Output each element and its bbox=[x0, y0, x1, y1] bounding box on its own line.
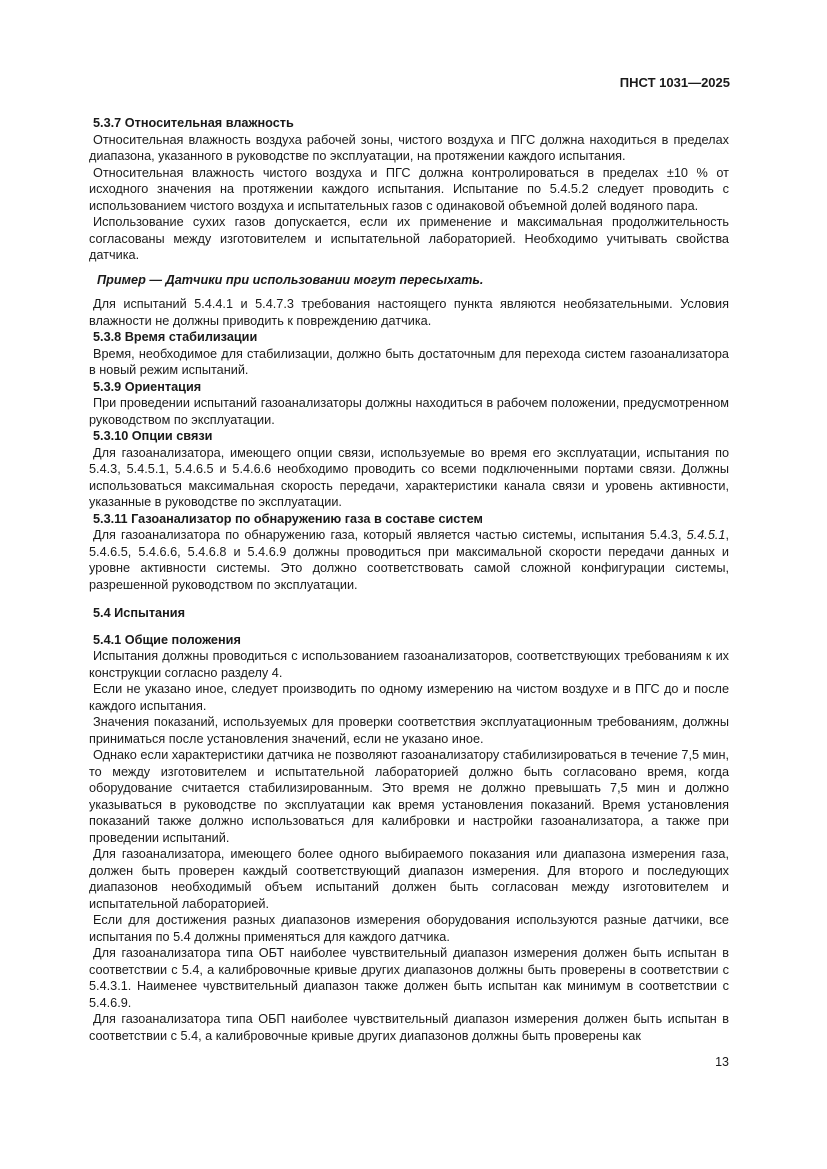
paragraph: Испытания должны проводиться с использованием газоанализаторов, соответствующих требованиям к их конструкции согласно разделу 4. bbox=[89, 649, 729, 680]
paragraph: Если не указано иное, следует производить по одному измерению на чистом воздухе и в ПГС до и после каждого испытания. bbox=[89, 682, 729, 713]
heading-5-3-11: 5.3.11 Газоанализатор по обнаружению газа в составе систем bbox=[93, 511, 483, 526]
heading-5-4: 5.4 Испытания bbox=[93, 606, 185, 620]
paragraph-text: Для газоанализатора по обнаружению газа, который является частью системы, испытания 5.4.3, bbox=[93, 528, 687, 542]
paragraph: Однако если характеристики датчика не позволяют газоанализатору стабилизироваться в течение 7,5 мин, то между изготовителем и испытательной лабораторией должно быть согласовано время, когда оборудование считается стабилизированным. Это время не должно превышать 7,5 мин и должно указываться в руководстве по эксплуатации как время установления показаний. Время установления показаний также должно использоваться для калибровки и настройки газоанализатора, а также при проведении испытаний. bbox=[89, 748, 729, 845]
paragraph: При проведении испытаний газоанализаторы должны находиться в рабочем положении, предусмотренном руководством по эксплуатации. bbox=[89, 396, 729, 427]
heading-5-3-7: 5.3.7 Относительная влажность bbox=[93, 116, 294, 130]
paragraph: Использование сухих газов допускается, если их применение и максимальная продолжительность согласованы между изготовителем и испытательной лабораторией. Необходимо учитывать свойства датчика. bbox=[89, 215, 729, 262]
paragraph: Для газоанализатора, имеющего более одного выбираемого показания или диапазона измерения газа, должен быть проверен каждый соответствующий диапазон измерения. Для второго и последующих диапазонов необходимый объем испытаний должен быть согласован между изготовителем и испытательной лабораторией. bbox=[89, 847, 729, 911]
heading-5-3-9: 5.3.9 Ориентация bbox=[93, 379, 202, 394]
heading-5-3-8: 5.3.8 Время стабилизации bbox=[93, 330, 258, 344]
paragraph: Значения показаний, используемых для проверки соответствия эксплуатационным требованиям, должны приниматься после установления значений, если не указано иное. bbox=[89, 715, 729, 746]
document-code: ПНСТ 1031—2025 bbox=[619, 75, 730, 90]
document-body bbox=[89, 115, 729, 1044]
paragraph-text: , 5.4.6.5, 5.4.6.6, 5.4.6.8 и 5.4.6.9 должны проводиться при максимальной скорости передачи данных и уровне активности системы. Это должно соответствовать самой сложной конфигурации системы, разрешенной руководством по эксплуатации. bbox=[89, 528, 729, 592]
paragraph: Относительная влажность чистого воздуха и ПГС должна контролироваться в пределах ±10 % от исходного значения на протяжении каждого испытания. Испытание по 5.4.5.2 следует проводить с использованием чистого воздуха и испытательных газов с одинаковой объемной долей водяного пара. bbox=[89, 165, 729, 213]
paragraph bbox=[89, 527, 729, 593]
paragraph: Для газоанализатора типа ОБТ наиболее чувствительный диапазон измерения должен быть испытан в соответствии с 5.4, а калибровочные кривые других диапазонов должны быть проверены в соответствии с 5.4.3.1. Наименее чувствительный диапазон также должен быть испытан как минимум в соответствии с 5.4.6.9. bbox=[89, 946, 729, 1010]
paragraph: Для газоанализатора, имеющего опции связи, используемые во время его эксплуатации, испытания по 5.4.3, 5.4.5.1, 5.4.6.5 и 5.4.6.6 необходимо проводить со всеми подключенными портами связи. Должны использоваться максимальная скорость передачи, характеристики канала связи и уровень активности, указанные в руководстве по эксплуатации. bbox=[89, 445, 729, 509]
paragraph: Для газоанализатора типа ОБП наиболее чувствительный диапазон измерения должен быть испытан в соответствии с 5.4, а калибровочные кривые других диапазонов должны быть проверены как bbox=[89, 1012, 729, 1043]
paragraph: Относительная влажность воздуха рабочей зоны, чистого воздуха и ПГС должна находиться в пределах диапазона, указанного в руководстве по эксплуатации, на протяжении каждого испытания. bbox=[89, 132, 729, 163]
page-number: 13 bbox=[715, 1055, 729, 1069]
paragraph: Если для достижения разных диапазонов измерения оборудования используются разные датчики, все испытания по 5.4 должны применяться для каждого датчика. bbox=[89, 913, 729, 944]
paragraph: Время, необходимое для стабилизации, должно быть достаточным для перехода систем газоанализатора в новый режим испытаний. bbox=[89, 346, 729, 377]
paragraph: Для испытаний 5.4.4.1 и 5.4.7.3 требования настоящего пункта являются необязательными. Условия влажности не должны приводить к повреждению датчика. bbox=[89, 297, 729, 328]
heading-5-4-1: 5.4.1 Общие положения bbox=[93, 632, 241, 647]
example-note: Пример — Датчики при использовании могут пересыхать. bbox=[97, 272, 484, 287]
clause-reference: 5.4.5.1 bbox=[686, 528, 726, 542]
heading-5-3-10: 5.3.10 Опции связи bbox=[93, 429, 213, 443]
